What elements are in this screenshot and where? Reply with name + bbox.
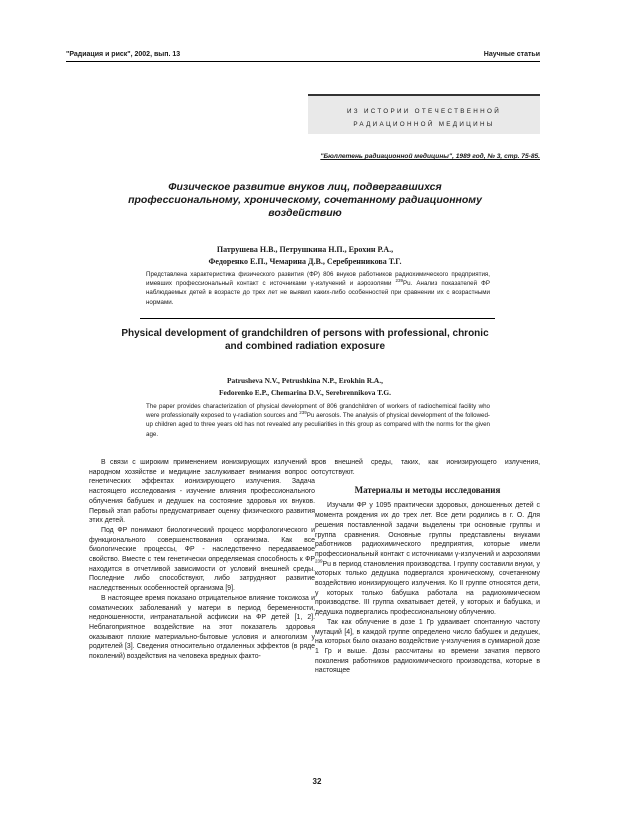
authors-english-line-1: Patrusheva N.V., Petrushkina N.P., Erokhin R.A., (227, 376, 383, 385)
title-english: Physical development of grandchildren of persons with professional, chronic and combined radiation exposure (121, 328, 489, 352)
authors-russian-line-2: Федоренко Е.П., Чемарина Д.В., Серебренникова Т.Г. (208, 257, 402, 266)
source-reference: "Бюллетень радиационной медицины", 1989 год, № 3, стр. 75-85. (320, 153, 540, 160)
abstract-russian-part-1: Представлена характеристика физического развития (ФР) 806 внуков работников радиохимического предприятия, имевших профессиональный контакт с источниками γ-излучений и аэрозолями (146, 271, 490, 288)
body-paragraph-part-1: Изучали ФР у 1095 практически здоровых, доношенных детей с момента рождения их до трех лет. Все дети родились в г. О. Для решения поставленной задачи выделены три основные группы и группа сравнения. Основные группы представлены внуками работников радиохимического предприятия, которые имели профессиональный контакт с источниками γ-излучений и аэрозолями (315, 502, 540, 558)
isotope-superscript: 239 (299, 410, 307, 416)
section-divider (140, 318, 495, 319)
journal-reference: "Радиация и риск", 2002, вып. 13 (66, 51, 181, 58)
banner-line-2: РАДИАЦИОННОЙ МЕДИЦИНЫ (353, 121, 495, 128)
section-heading-methods: Материалы и методы исследования (354, 485, 501, 496)
authors-english-line-2: Fedorenko E.P., Chemarina D.V., Serebrennikova T.G. (219, 388, 391, 397)
authors-russian (120, 244, 490, 268)
body-paragraph: Под ФР понимают биологический процесс морфологического и функционального совершенствования организма. Как все биологические процессы, ФР - наследственно передаваемое свойство. Вместе с тем генетически определяемая способность к ФР находится в отчетливой зависимости от условий внешней среды. Последние либо способствуют, либо затрудняют развитие наследственных особенностей организма [9]. (89, 526, 315, 593)
body-paragraph: В связи с широким применением ионизирующих излучений в народном хозяйстве и медицине заслуживает внимания вопрос о генетических эффектах ионизирующего излучения. Задача настоящего исследования - изучение влияния профессионального облучения бабушек и дедушек на состояние здоровья их внуков. Первый этап работы предусматривает оценку физического развития этих детей. (89, 459, 315, 525)
body-column-right (315, 458, 540, 676)
abstract-russian (146, 270, 490, 307)
title-russian: Физическое развитие внуков лиц, подвергавшихся профессиональному, хроническому, сочетанному радиационному воздействию (128, 181, 482, 219)
body-paragraph (315, 501, 540, 617)
authors-russian-line-1: Патрушева Н.В., Петрушкина Н.П., Ерохин Р.А., (216, 245, 394, 254)
authors-english (120, 375, 490, 399)
banner-line-1: ИЗ ИСТОРИИ ОТЕЧЕСТВЕННОЙ (346, 108, 502, 115)
body-paragraph: В настоящее время показано отрицательное влияние токсикоза и соматических заболеваний у матери в период беременности, недоношенности, интранатальной асфиксии на ФР детей [1, 2]. Неблагоприятное воздействие на этот показатель здоровья оказывают плохие материально-бытовые условия и алкоголизм у родителей [3]. Сведения относительно отдаленных эффектов (в ряде поколений) воздействия на человека вредных факто- (89, 594, 315, 661)
abstract-english (146, 402, 490, 439)
body-paragraph: Так как облучение в дозе 1 Гр удваивает спонтанную частоту мутаций [4], в каждой группе определено число бабушек и дедушек, на которых было оказано воздействие γ-излучения в суммарной дозе 1 Гр и выше. Дозы рассчитаны ко времени зачатия первого поколения работников радиохимического производства, которые в настоящее (315, 618, 540, 675)
page-header (66, 51, 540, 62)
isotope-superscript: 239 (395, 278, 404, 284)
body-paragraph-part-2: Pu в период становления производства. I группу составили внуки, у которых только дедушка подвергался хроническому, сочетанному воздействию ионизирующего излучения. Ко II группе относятся дети, у которых только бабушка работала на радиохимическом производстве. III группа охватывает детей, у которых и бабушка, и дедушка подвергались профессиональному облучению. (315, 560, 540, 617)
abstract-russian-part-2: Pu. Анализ показателей ФР наблюдаемых детей в возрасте до трех лет не выявил каких-либо особенностей при сравнении их с возрастными нормами. (146, 280, 490, 306)
body-column-left (89, 458, 315, 662)
abstract-english-part-1: The paper provides characterization of physical development of 806 grandchildren of workers of radiochemical facility who were professionally exposed to γ-radiation sources and (146, 403, 490, 420)
isotope-superscript: 239 (315, 558, 323, 564)
abstract-english-part-2: Pu aerosols. The analysis of physical development of the followed-up children aged to three years old has not revealed any peculiarities in this group as compared with the norms for the given age. (146, 412, 490, 438)
section-label: Научные статьи (483, 51, 540, 58)
history-banner (308, 94, 540, 134)
body-paragraph: ров внешней среды, таких, как ионизирующего излучения, отсутствуют. (315, 459, 540, 476)
page-number: 32 (312, 777, 322, 786)
